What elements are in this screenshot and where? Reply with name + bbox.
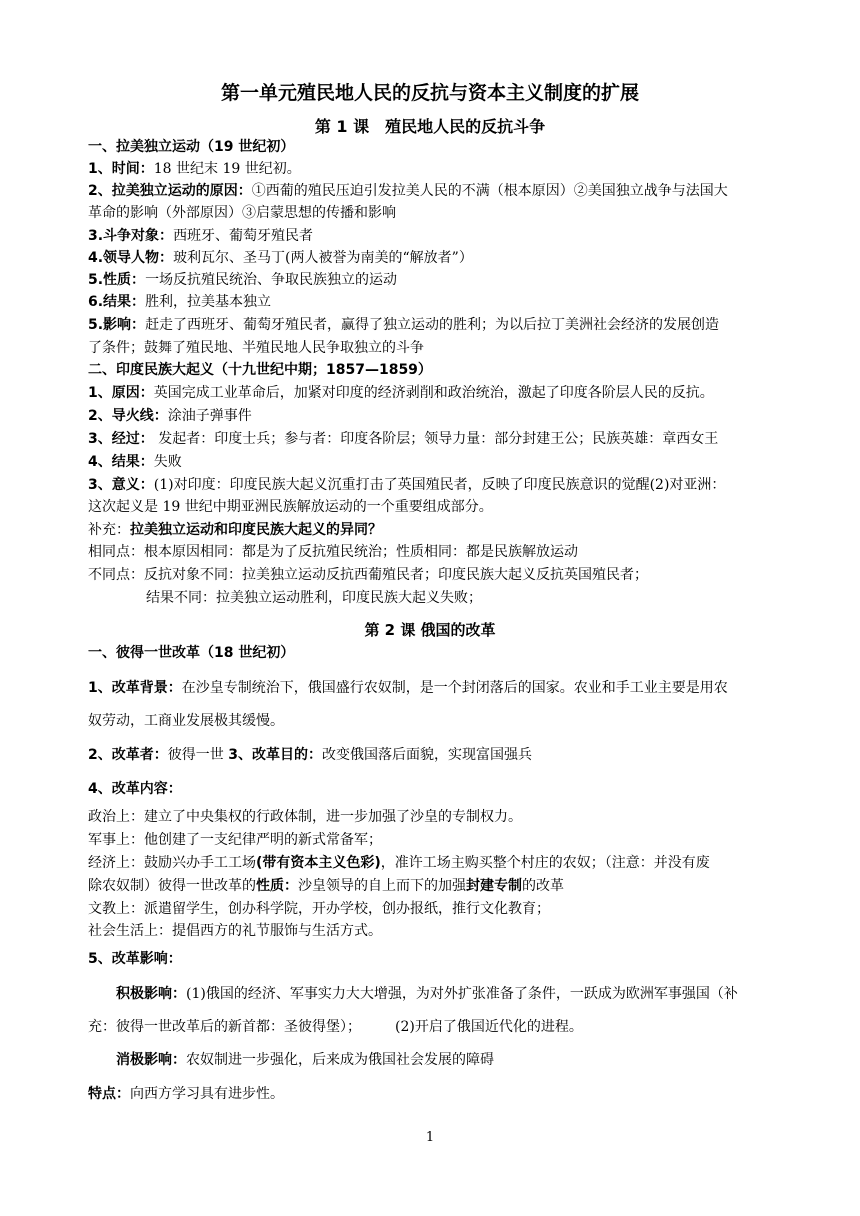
text-line: 3、意义：(1)对印度：印度民族大起义沉重打击了英国殖民者，反映了印度民族意识的觉醒(2)对亚洲： bbox=[88, 477, 726, 493]
section-heading: 4、改革内容： bbox=[88, 781, 182, 797]
text-line: 补充：拉美独立运动和印度民族大起义的异同？ bbox=[88, 522, 382, 538]
text-line: 消极影响：农奴制进一步强化，后来成为俄国社会发展的障碍 bbox=[116, 1052, 494, 1068]
text-line: 不同点：反抗对象不同：拉美独立运动反抗西葡殖民者；印度民族大起义反抗英国殖民者； bbox=[88, 567, 648, 583]
lesson2-title: 第 2 课 俄国的改革 bbox=[364, 621, 496, 639]
text-line: 社会生活上：提倡西方的礼节服饰与生活方式。 bbox=[88, 923, 382, 939]
section-heading: 一、拉美独立运动（19 世纪初） bbox=[88, 139, 295, 155]
text-line: 这次起义是 19 世纪中期亚洲民族解放运动的一个重要组成部分。 bbox=[88, 499, 493, 515]
text-line: 2、导火线：涂油子弹事件 bbox=[88, 408, 252, 424]
text-line: 1、原因：英国完成工业革命后，加紧对印度的经济剥削和政治统治，激起了印度各阶层人民的反抗。 bbox=[88, 385, 714, 401]
text-line: 充：彼得一世改革后的新首都：圣彼得堡）； (2)开启了俄国近代化的进程。 bbox=[88, 1019, 583, 1035]
text-line: 5.性质：一场反抗殖民统治、争取民族独立的运动 bbox=[88, 272, 398, 288]
text-line: 结果不同：拉美独立运动胜利，印度民族大起义失败； bbox=[146, 590, 482, 606]
unit-title: 第一单元殖民地人民的反抗与资本主义制度的扩展 bbox=[220, 82, 639, 104]
text-line: 2、改革者：彼得一世 3、改革目的：改变俄国落后面貌，实现富国强兵 bbox=[88, 747, 532, 763]
page-number: 1 bbox=[425, 1130, 435, 1145]
text-line: 3.斗争对象：西班牙、葡萄牙殖民者 bbox=[88, 228, 314, 244]
text-line: 奴劳动，工商业发展极其缓慢。 bbox=[88, 713, 284, 729]
text-line: 相同点：根本原因相同：都是为了反抗殖民统治；性质相同：都是民族解放运动 bbox=[88, 544, 578, 560]
text-line: 除农奴制）彼得一世改革的性质：沙皇领导的自上而下的加强封建专制的改革 bbox=[88, 878, 564, 894]
text-line: 1、时间：18 世纪末 19 世纪初。 bbox=[88, 161, 301, 177]
text-line: 1、改革背景：在沙皇专制统治下，俄国盛行农奴制，是一个封闭落后的国家。农业和手工业主要是用农 bbox=[88, 680, 728, 696]
text-line: 革命的影响（外部原因）③启蒙思想的传播和影响 bbox=[88, 205, 396, 221]
text-line: 积极影响：(1)俄国的经济、军事实力大大增强，为对外扩张准备了条件，一跃成为欧洲军事强国（补 bbox=[116, 986, 738, 1002]
text-line: 4.领导人物：玻利瓦尔、圣马丁(两人被誉为南美的“解放者”） bbox=[88, 250, 473, 266]
text-line: 2、拉美独立运动的原因：①西葡的殖民压迫引发拉美人民的不满（根本原因）②美国独立战争与法国大 bbox=[88, 183, 728, 199]
text-line: 文教上：派遣留学生，创办科学院，开办学校，创办报纸，推行文化教育； bbox=[88, 901, 550, 917]
text-line: 6.结果：胜利，拉美基本独立 bbox=[88, 294, 272, 310]
text-line: 军事上：他创建了一支纪律严明的新式常备军； bbox=[88, 832, 382, 848]
text-line: 了条件；鼓舞了殖民地、半殖民地人民争取独立的斗争 bbox=[88, 340, 424, 356]
text-line: 3、经过： 发起者：印度士兵；参与者：印度各阶层；领导力量：部分封建王公；民族英雄：章西女王 bbox=[88, 431, 719, 447]
text-line: 经济上：鼓励兴办手工工场(带有资本主义色彩)，准许工场主购买整个村庄的农奴；（注意：并没有废 bbox=[88, 855, 710, 871]
text-line: 特点：向西方学习具有进步性。 bbox=[88, 1086, 284, 1102]
text-line: 5.影响：赶走了西班牙、葡萄牙殖民者，赢得了独立运动的胜利；为以后拉丁美洲社会经济的发展创造 bbox=[88, 317, 720, 333]
section-heading: 一、彼得一世改革（18 世纪初） bbox=[88, 645, 295, 661]
text-line: 4、结果：失败 bbox=[88, 454, 182, 470]
section-heading: 5、改革影响： bbox=[88, 951, 182, 967]
section-heading: 二、印度民族大起义（十九世纪中期；1857—1859） bbox=[88, 362, 432, 378]
lesson1-title: 第 1 课 殖民地人民的反抗斗争 bbox=[314, 117, 546, 136]
text-line: 政治上：建立了中央集权的行政体制，进一步加强了沙皇的专制权力。 bbox=[88, 809, 522, 825]
